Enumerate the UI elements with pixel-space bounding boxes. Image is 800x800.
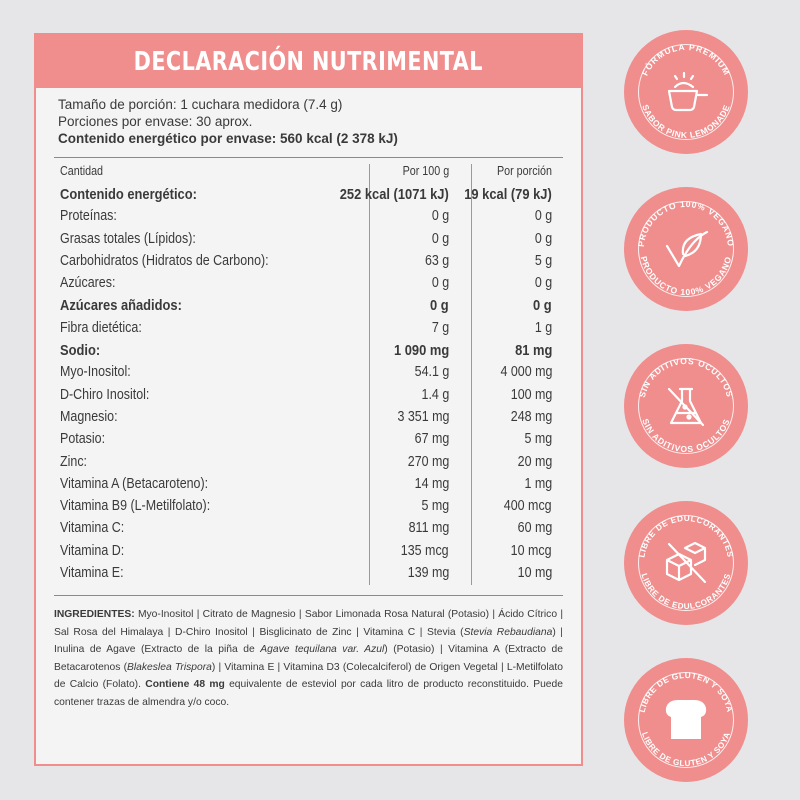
value-per-100g: 252 kcal (1071 kJ) xyxy=(339,186,449,203)
value-per-portion: 1 g xyxy=(534,319,552,336)
table-row xyxy=(54,429,563,451)
value-per-100g: 0 g xyxy=(431,230,449,247)
nutrient-name: Magnesio: xyxy=(60,408,118,425)
nutrient-name: Vitamina C: xyxy=(60,520,125,537)
badge-bottom-text: LIBRE DE EDULCORANTES xyxy=(639,572,733,612)
leaf-check-icon xyxy=(661,224,711,274)
value-per-100g: 139 mg xyxy=(407,565,449,582)
ingredients-part: Myo-Inositol | Citrato de Magnesio | Sabor Limonada Rosa Natural (Potasio) | Ácido Cítrico | Sal Rosa del Himalaya | D-Chiro Inositol | Bisglicinato de Zinc | Vitamina C | Stevia ( xyxy=(54,609,563,638)
table-row xyxy=(54,229,563,251)
nutrient-name: Potasio: xyxy=(60,431,106,448)
nutrient-name: Vitamina A (Betacaroteno): xyxy=(60,475,209,492)
table-row xyxy=(54,362,563,384)
badge-no-sweeteners xyxy=(624,501,748,625)
value-per-100g: 1.4 g xyxy=(421,386,449,403)
value-per-100g: 270 mg xyxy=(407,453,449,470)
table-row xyxy=(54,452,563,474)
serving-size: Tamaño de porción: 1 cuchara medidora (7.4 g) xyxy=(58,97,343,112)
value-per-portion: 10 mg xyxy=(517,565,552,582)
value-per-100g: 5 mg xyxy=(421,498,449,515)
bread-icon xyxy=(661,695,711,745)
nutrient-name: Zinc: xyxy=(60,453,88,470)
value-per-portion: 0 g xyxy=(533,297,552,315)
divider xyxy=(54,595,563,596)
badge-gluten-soy-free xyxy=(624,658,748,782)
badge-bottom-text: SABOR PINK LEMONADE xyxy=(640,103,732,141)
badge-top-text: LIBRE DE GLUTEN Y SOYA xyxy=(637,670,735,714)
nutrient-name: D-Chiro Inositol: xyxy=(60,386,150,403)
ingredients-italic: Stevia Rebaudiana xyxy=(463,626,553,638)
badge-top-text: SIN ADITIVOS OCULTOS xyxy=(636,355,736,399)
value-per-portion: 60 mg xyxy=(517,520,552,537)
nutrient-name: Myo-Inositol: xyxy=(60,364,131,381)
panel-title: DECLARACIÓN NUTRIMENTAL xyxy=(133,46,484,77)
nutrient-name: Contenido energético: xyxy=(60,186,197,203)
value-per-100g: 67 mg xyxy=(414,431,449,448)
table-row xyxy=(54,385,563,407)
nutrient-name: Proteínas: xyxy=(60,208,117,225)
nutrient-name: Fibra dietética: xyxy=(60,319,142,336)
header-per-portion: Por porción xyxy=(497,164,552,178)
value-per-portion: 4 000 mg xyxy=(499,364,552,381)
nutrient-name: Vitamina B9 (L-Metilfolato): xyxy=(60,498,211,515)
value-per-100g: 14 mg xyxy=(414,475,449,492)
ingredients-italic: Agave tequilana var. Azul xyxy=(260,644,385,656)
value-per-portion: 10 mcg xyxy=(511,542,552,559)
measuring-scoop-icon xyxy=(661,67,711,117)
nutrient-name: Azúcares: xyxy=(60,275,116,292)
badge-premium xyxy=(624,30,748,154)
table-row xyxy=(54,340,563,362)
value-per-100g: 0 g xyxy=(430,297,449,315)
ingredients-part: equivalente de esteviol por cada litro de producto reconstituido. Puede contener trazas de almendra y/o coco. xyxy=(54,679,563,708)
badge-no-additives xyxy=(624,344,748,468)
ingredients-part: ) | Inulina de Agave (Extracto de la piña de xyxy=(54,626,563,656)
serving-info xyxy=(36,88,581,147)
header-quantity: Cantidad xyxy=(60,164,104,178)
serving-energy: Contenido energético por envase: 560 kcal (2 378 kJ) xyxy=(58,131,398,146)
flask-crossed-icon xyxy=(661,381,711,431)
value-per-100g: 3 351 mg xyxy=(396,408,449,425)
value-per-100g: 7 g xyxy=(431,319,449,336)
table-row xyxy=(54,273,563,295)
table-row xyxy=(54,407,563,429)
value-per-portion: 100 mg xyxy=(510,386,552,403)
nutrient-name: Carbohidratos (Hidratos de Carbono): xyxy=(60,252,269,269)
nutrient-name: Sodio: xyxy=(60,342,101,360)
value-per-100g: 135 mcg xyxy=(401,542,449,559)
table-row xyxy=(54,474,563,496)
table-header xyxy=(54,162,563,184)
table-row xyxy=(54,518,563,540)
value-per-portion: 5 mg xyxy=(524,431,552,448)
header-per-100g: Por 100 g xyxy=(402,164,449,178)
title-bar xyxy=(36,35,581,88)
badge-top-text: LIBRE DE EDULCORANTES xyxy=(637,513,735,559)
nutrient-name: Grasas totales (Lípidos): xyxy=(60,230,196,247)
badge-top-text: FÓRMULA PREMIUM xyxy=(639,41,733,78)
nutrient-name: Vitamina E: xyxy=(60,565,124,582)
table-row xyxy=(54,251,563,273)
badge-bottom-text: SIN ADITIVOS OCULTOS xyxy=(640,417,732,455)
badge-bottom-text: LIBRE DE GLUTEN Y SOYA xyxy=(639,730,733,769)
table-row xyxy=(54,563,563,585)
value-per-100g: 1 090 mg xyxy=(393,342,449,360)
serving-portions: Porciones por envase: 30 aprox. xyxy=(58,114,253,129)
nutrition-table xyxy=(54,158,563,585)
value-per-100g: 0 g xyxy=(431,208,449,225)
table-row xyxy=(54,541,563,563)
ingredients-part: ) (Potasio) | Vitamina A (Extracto de Betacarotenos ( xyxy=(54,644,563,673)
nutrient-name: Azúcares añadidos: xyxy=(60,297,182,315)
value-per-portion: 19 kcal (79 kJ) xyxy=(464,186,552,203)
table-row xyxy=(54,318,563,340)
value-per-portion: 81 mg xyxy=(514,342,552,360)
value-per-100g: 54.1 g xyxy=(414,364,449,381)
ingredients-label: INGREDIENTES: xyxy=(54,609,135,621)
table-row xyxy=(54,206,563,228)
ingredients-text xyxy=(54,606,563,711)
nutrition-panel xyxy=(34,33,583,766)
ingredients-italic: Blakeslea Trispora xyxy=(127,661,212,673)
value-per-portion: 0 g xyxy=(534,275,552,292)
ingredients-bold: Contiene 48 mg xyxy=(145,679,225,691)
badge-vegan xyxy=(624,187,748,311)
value-per-100g: 63 g xyxy=(424,252,449,269)
value-per-portion: 0 g xyxy=(534,208,552,225)
value-per-portion: 5 g xyxy=(534,252,552,269)
table-row xyxy=(54,295,563,317)
ingredients-part: ) | Vitamina E | Vitamina D3 (Colecalciferol) de Origen Vegetal | L-Metilfolato de Calcio (Folato). xyxy=(54,661,563,691)
nutrient-name: Vitamina D: xyxy=(60,542,125,559)
sugar-cubes-crossed-icon xyxy=(661,538,711,588)
value-per-portion: 400 mcg xyxy=(504,498,552,515)
value-per-portion: 248 mg xyxy=(510,408,552,425)
table-row xyxy=(54,184,563,206)
value-per-portion: 20 mg xyxy=(517,453,552,470)
table-row xyxy=(54,496,563,518)
badge-top-text: PRODUCTO 100% VEGANO xyxy=(635,198,737,248)
value-per-portion: 0 g xyxy=(534,230,552,247)
value-per-100g: 0 g xyxy=(431,275,449,292)
value-per-portion: 1 mg xyxy=(524,475,552,492)
value-per-100g: 811 mg xyxy=(408,520,449,537)
badge-bottom-text: PRODUCTO 100% VEGANO xyxy=(638,255,734,298)
